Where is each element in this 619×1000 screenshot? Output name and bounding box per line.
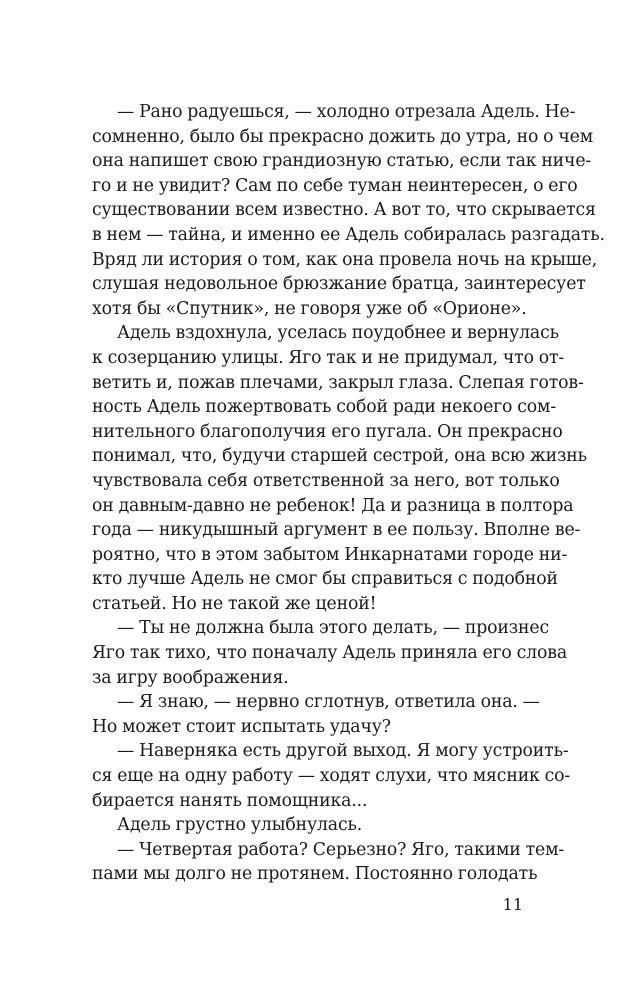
- text-line: хотя бы «Спутник», не говоря уже об «Орионе».: [92, 298, 527, 319]
- text-line: бирается нанять помощника...: [92, 790, 368, 811]
- text-line: кто лучше Адель не смог бы справиться с подобной: [92, 569, 558, 590]
- text-line: ность Адель пожертвовать собой ради некоего сом-: [92, 397, 557, 418]
- text-line: он давным-давно не ребенок! Да и разница в полтора: [92, 495, 574, 516]
- text-line: года — никудышный аргумент в ее пользу. Вполне ве-: [92, 520, 581, 541]
- text-line: существовании всем известно. А вот то, что скрывается: [92, 200, 596, 221]
- text-line: роятно, что в этом забытом Инкарнатами городе ни-: [92, 544, 568, 565]
- text-line: статьей. Но не такой же ценой!: [92, 593, 377, 614]
- text-line: ся еще на одну работу — ходят слухи, что мясник со-: [92, 766, 571, 787]
- text-line: Адель вздохнула, уселась поудобнее и вернулась: [117, 323, 559, 344]
- text-line: — Ты не должна была этого делать, — произнес: [117, 618, 549, 639]
- text-line: — Четвертая работа? Серьезно? Яго, такими тем-: [117, 839, 565, 860]
- text-line: Вряд ли история о том, как она провела ночь на крыше,: [92, 249, 598, 270]
- text-line: пами мы долго не протянем. Постоянно голодать: [92, 864, 538, 885]
- text-line: понимал, что, будучи старшей сестрой, она всю жизнь: [92, 446, 587, 467]
- text-line: го и не увидит? Сам по себе туман неинтересен, о его: [92, 175, 578, 196]
- text-line: нительного благополучия его пугала. Он прекрасно: [92, 421, 563, 442]
- text-line: Яго так тихо, что поначалу Адель приняла его слова: [92, 643, 567, 664]
- text-line: — Наверняка есть другой выход. Я могу устроить-: [117, 741, 569, 762]
- text-line: — Рано радуешься, — холодно отрезала Адель. Не-: [117, 102, 576, 122]
- body-text: [92, 100, 605, 887]
- page-number: 11: [502, 895, 523, 914]
- text-line: — Я знаю, — нервно сглотнув, ответила она. —: [117, 692, 540, 713]
- text-line: сомненно, было бы прекрасно дожить до утра, но о чем: [92, 126, 593, 147]
- text-line: за игру воображения.: [92, 667, 289, 688]
- text-line: слушая недовольное брюзжание братца, заинтересует: [92, 274, 586, 295]
- text-line: в нем — тайна, и именно ее Адель собиралась разгадать.: [92, 224, 605, 245]
- text-line: она напишет свою грандиозную статью, если так ниче-: [92, 151, 592, 172]
- text-line: к созерцанию улицы. Яго так и не придумал, что от-: [92, 347, 565, 368]
- text-line: чувствовала себя ответственной за него, вот только: [92, 470, 560, 491]
- text-line: Но может стоит испытать удачу?: [92, 716, 391, 737]
- text-line: ветить и, пожав плечами, закрыл глаза. Слепая готов-: [92, 372, 584, 393]
- text-line: Адель грустно улыбнулась.: [117, 815, 363, 836]
